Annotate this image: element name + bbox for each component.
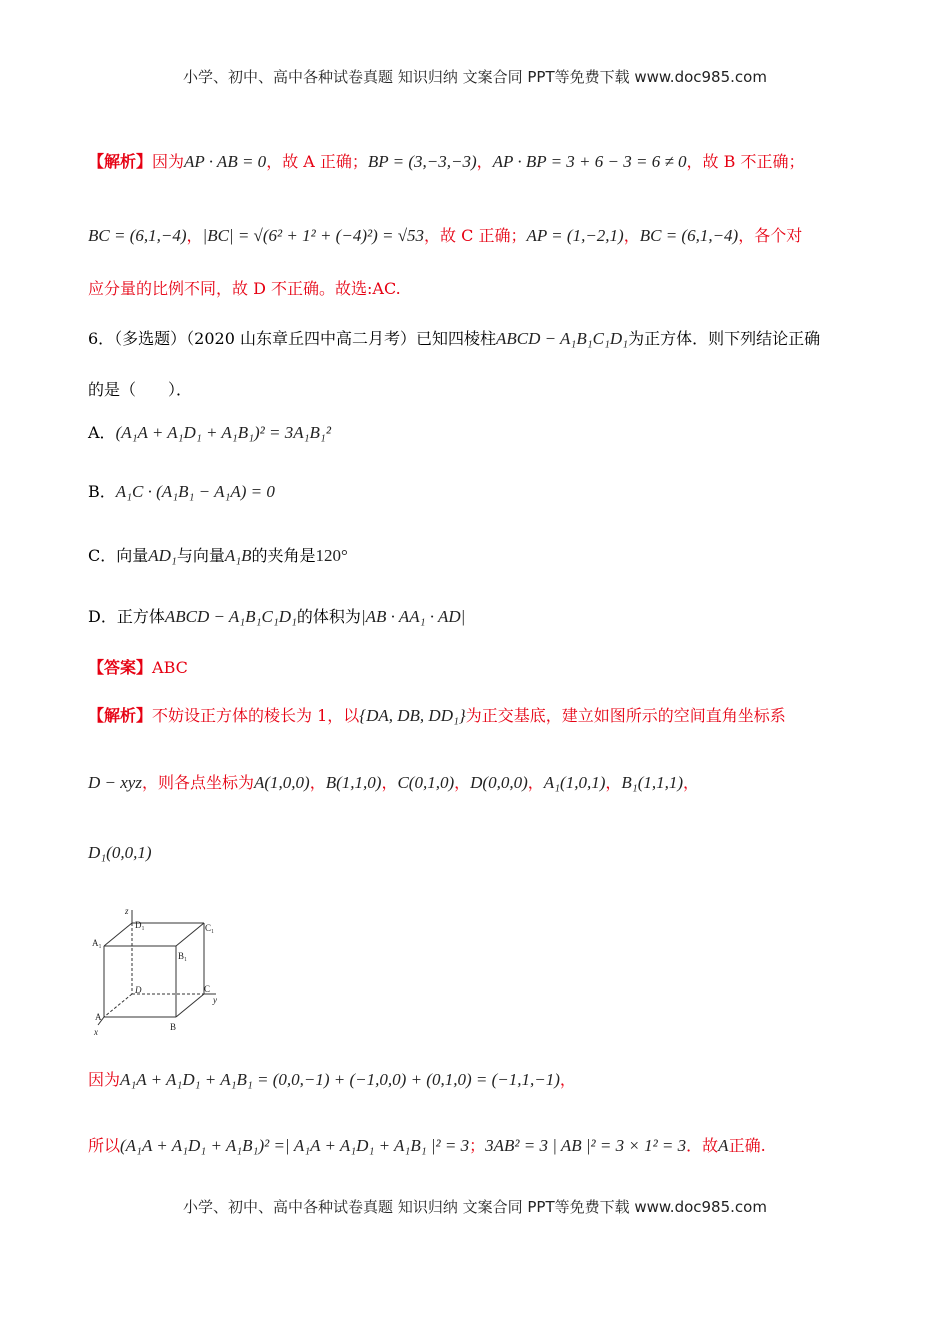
vertex-label: D₁ [135,920,145,930]
vertex-label: C [204,984,211,994]
vertex-label: C₁ [205,923,215,933]
page-footer: 小学、初中、高中各种试卷真题 知识归纳 文案合同 PPT等免费下载 www.doc985.com [183,1198,767,1216]
text: 所以 [88,1136,121,1155]
answer [88,655,188,678]
prev-line-3: 应分量的比例不同，故 D 不正确。故选:AC. [88,279,401,298]
q6-stem [88,326,820,349]
axis-label-x: x [94,1027,98,1037]
math: AD₁ [148,546,177,565]
text: ，故 B 不正确； [686,152,805,171]
math: D₁(0,0,1) [88,843,152,862]
vertex-label: B₁ [178,951,188,961]
text: 的体积为 [296,607,361,626]
math: ABCD − A₁B₁C₁D₁ [496,329,629,348]
text: 正确. [728,1136,766,1155]
text: ．故 [686,1136,719,1155]
text: ， [623,226,640,245]
sep: ， [454,773,471,792]
text: ，则各点坐标为 [141,773,254,792]
math: BP = (3,−3,−3) [367,152,477,171]
axis-label-z: z [125,906,129,916]
edge [176,923,204,946]
text: ， [186,226,203,245]
text: 因为 [152,152,185,171]
math: {DA, DB, DD₁} [359,706,466,725]
math: A₁A + A₁D₁ + A₁B₁ = (0,0,−1) + (−1,0,0) + (0,1,0) = (−1,1,−1) [120,1070,560,1089]
math: BC = (6,1,−4) [88,226,187,245]
prev-line-1 [88,149,804,172]
math: A₁B [224,546,252,565]
text: ， [559,1070,576,1089]
math: AP = (1,−2,1) [526,226,624,245]
analysis-tag: 【解析】 [88,152,153,171]
option-c [88,543,348,566]
option-label: B． [88,482,116,501]
text: ， [476,152,493,171]
analysis-line-2 [88,770,699,793]
coord: B(1,1,0) [325,773,382,792]
math: |BC| = √(6² + 1² + (−4)²) = √53 [202,226,425,245]
math: 3AB² = 3 | AB |² = 3 × 1² = 3 [485,1136,687,1155]
math: A₁C · (A₁B₁ − A₁A) = 0 [115,482,275,501]
math: (A₁A + A₁D₁ + A₁B₁)² = 3A₁B₁² [115,423,331,442]
coord: D(0,0,0) [470,773,528,792]
math: AP · AB = 0 [184,152,267,171]
math: (A₁A + A₁D₁ + A₁B₁)² =| A₁A + A₁D₁ + A₁B₁ |² = 3 [120,1136,470,1155]
coord: A(1,0,0) [253,773,310,792]
vertex-label: A₁ [92,938,102,948]
axis-label-y: y [213,995,217,1005]
text: ，故 A 正确； [266,152,368,171]
text: 为正交基底，建立如图所示的空间直角坐标系 [465,706,786,725]
option-label: A． [88,423,116,442]
answer-value: ABC [152,658,188,677]
option-b [88,479,275,502]
math: BC = (6,1,−4) [639,226,739,245]
sep: ， [527,773,544,792]
sep: ， [309,773,326,792]
text: 为正方体．则下列结论正确 [628,329,821,348]
option-label: D．正方体 [88,607,165,626]
math: 120° [315,546,348,565]
sep: ， [683,773,700,792]
page-header: 小学、初中、高中各种试卷真题 知识归纳 文案合同 PPT等免费下载 www.doc985.com [183,68,767,86]
analysis-line-3 [88,843,152,863]
coord: A₁(1,0,1) [543,773,606,792]
coord: B₁(1,1,1) [621,773,684,792]
sep: ， [605,773,622,792]
math: |AB · AA₁ · AD| [360,607,466,626]
text: 的夹角是 [251,546,316,565]
analysis-line-1 [88,703,786,726]
analysis-tag: 【解析】 [88,706,153,725]
text: 不妨设正方体的棱长为 1，以 [152,706,360,725]
answer-tag: 【答案】 [88,658,153,677]
math: ABCD − A₁B₁C₁D₁ [164,607,297,626]
q6-stem-2: 的是（ ）． [88,380,193,399]
text: 因为 [88,1070,121,1089]
option-d [88,604,465,627]
text: ，各个对 [738,226,803,245]
vertex-label: B [170,1022,177,1032]
text: 6．（多选题）（2020 山东章丘四中高二月考）已知四棱柱 [88,329,496,348]
coord: C(0,1,0) [397,773,455,792]
vertex-label: D [135,985,142,995]
text: 与向量 [176,546,225,565]
text: ； [469,1136,486,1155]
edge [104,923,132,946]
cube-figure [86,904,226,1039]
analysis-line-5 [88,1133,766,1156]
hidden-edge [104,994,132,1017]
text: ，故 C 正确； [424,226,527,245]
sep: ， [381,773,398,792]
math: AP · BP = 3 + 6 − 3 = 6 ≠ 0 [492,152,687,171]
option-a [88,420,331,443]
prev-line-2 [88,223,802,246]
math: A [718,1136,729,1155]
analysis-line-4 [88,1067,576,1090]
math: D − xyz [88,773,142,792]
option-label: C．向量 [88,546,149,565]
edge [176,994,204,1017]
vertex-label: A [95,1012,102,1022]
